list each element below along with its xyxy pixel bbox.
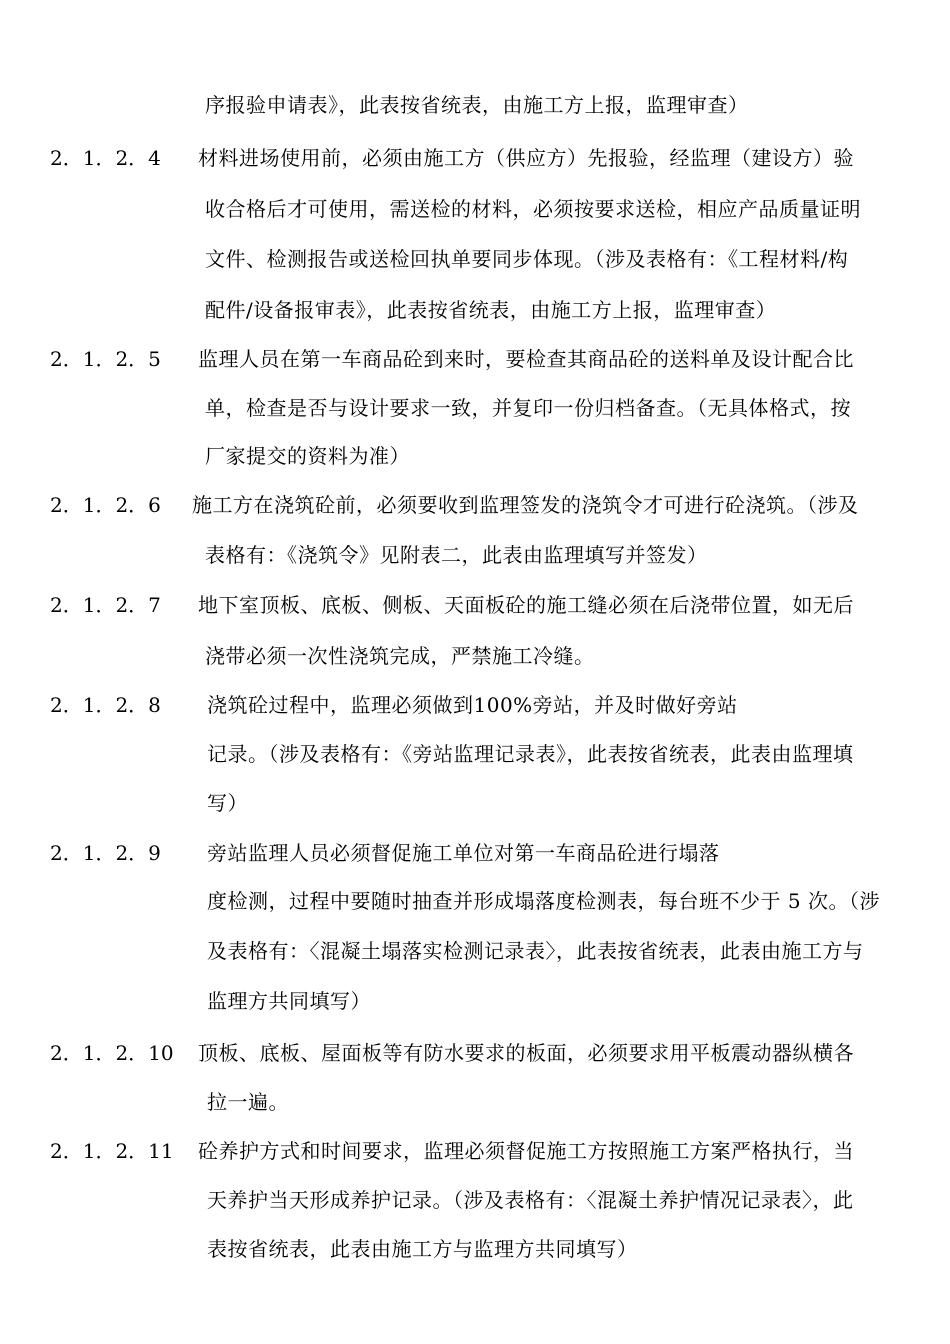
item-text-line: 旁站监理人员必须督促施工单位对第一车商品砼进行塌落 [207, 841, 720, 865]
item-text-line: 单，检查是否与设计要求一致，并复印一份归档备查。（无具体格式，按 [205, 396, 851, 420]
item-number: 2．1．2．10 [50, 1041, 174, 1065]
item-text-line: 及表格有：〈混凝土塌落实检测记录表〉，此表按省统表，此表由施工方与 [207, 939, 864, 963]
item-text-line: 厂家提交的资料为准） [205, 444, 410, 468]
item-text-line: 度检测，过程中要随时抽查并形成塌落度检测表，每台班不少于 5 次。（涉 [207, 889, 880, 913]
item-text-line: 文件、检测报告或送检回执单要同步体现。（涉及表格有：《工程材料/构 [205, 247, 849, 271]
item-text-line: 浇带必须一次性浇筑完成，严禁施工冷缝。 [205, 644, 595, 668]
item-text-line: 监理人员在第一车商品砼到来时，要检查其商品砼的送料单及设计配合比 [198, 347, 854, 371]
item-number: 2．1．2．8 [50, 693, 161, 717]
item-number: 2．1．2．7 [50, 593, 161, 617]
item-text-line: 天养护当天形成养护记录。（涉及表格有：〈混凝土养护情况记录表〉，此 [207, 1188, 854, 1212]
item-text-line: 配件/设备报审表》，此表按省统表，由施工方上报，监理审查） [205, 298, 777, 322]
item-text-line: 砼养护方式和时间要求，监理必须督促施工方按照施工方案严格执行，当 [198, 1139, 854, 1163]
item-text-line: 写） [207, 791, 248, 815]
item-text-line: 监理方共同填写） [207, 989, 371, 1013]
item-text-line: 收合格后才可使用，需送检的材料，必须按要求送检，相应产品质量证明 [205, 197, 861, 221]
item-number: 2．1．2．11 [50, 1139, 174, 1163]
item-text-line: 材料进场使用前，必须由施工方（供应方）先报验，经监理（建设方）验 [198, 146, 854, 170]
intro-text-line: 序报验申请表》，此表按省统表，由施工方上报，监理审查） [205, 93, 749, 117]
item-text-line: 表按省统表，此表由施工方与监理方共同填写） [207, 1237, 638, 1261]
item-number: 2．1．2．9 [50, 841, 161, 865]
item-text-line: 表格有：《浇筑令》见附表二，此表由监理填写并签发） [205, 543, 708, 567]
item-text-line: 地下室顶板、底板、侧板、天面板砼的施工缝必须在后浇带位置，如无后 [198, 593, 854, 617]
item-text-line: 记录。（涉及表格有：《旁站监理记录表》，此表按省统表，此表由监理填 [207, 742, 854, 766]
item-number: 2．1．2．4 [50, 146, 161, 170]
item-text-line: 顶板、底板、屋面板等有防水要求的板面，必须要求用平板震动器纵横各 [198, 1041, 854, 1065]
item-text-line: 浇筑砼过程中，监理必须做到100%旁站，并及时做好旁站 [207, 693, 738, 717]
item-number: 2．1．2．5 [50, 347, 161, 371]
item-number: 2．1．2．6 [50, 493, 161, 517]
item-text-line: 施工方在浇筑砼前，必须要收到监理签发的浇筑令才可进行砼浇筑。（涉及 [192, 493, 859, 517]
item-text-line: 拉一遍。 [207, 1090, 289, 1114]
